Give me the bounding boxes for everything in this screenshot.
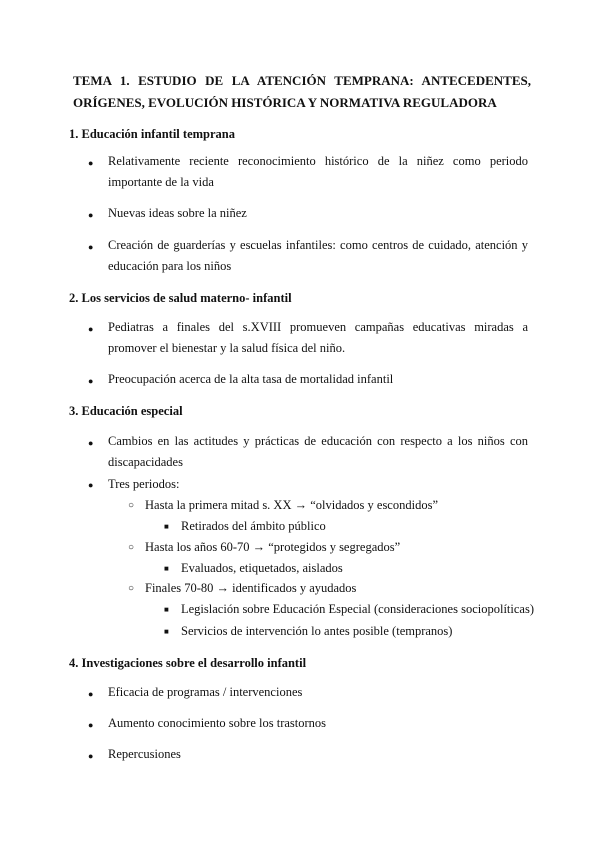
bullet-icon: ● — [88, 158, 94, 168]
section-4-bullet-3: Repercusiones — [108, 747, 181, 761]
period-2-item-1: Evaluados, etiquetados, aislados — [181, 561, 343, 575]
section-3-heading: 3. Educación especial — [69, 404, 183, 418]
section-4-heading: 4. Investigaciones sobre el desarrollo infantil — [69, 656, 307, 670]
section-2-bullet-1: Pediatras a finales del s.XVIII promueven campañas educativas miradas a promover el bienestar y la salud física del niño. — [108, 320, 528, 355]
period-1-item-1: Retirados del ámbito público — [181, 519, 326, 533]
bullet-icon: ● — [88, 376, 94, 386]
title-line-1: TEMA 1. ESTUDIO DE LA ATENCIÓN TEMPRANA: ANTECEDENTES, — [73, 73, 531, 88]
section-3-bullet-1: Cambios en las actitudes y prácticas de educación con respecto a los niños con discapacidades — [108, 434, 528, 469]
period-2-label: Hasta los años 60-70 → “protegidos y segregados” — [145, 540, 401, 554]
period-1-label: Hasta la primera mitad s. XX → “olvidados y escondidos” — [145, 498, 438, 512]
section-4-bullet-2: Aumento conocimiento sobre los trastornos — [108, 716, 327, 730]
bullet-icon: ● — [88, 751, 94, 761]
document-title — [73, 70, 531, 114]
section-4-bullet-1: Eficacia de programas / intervenciones — [108, 685, 303, 699]
circle-bullet-icon: ○ — [128, 542, 135, 553]
period-3-item-1: Legislación sobre Educación Especial (consideraciones sociopolíticas) — [181, 602, 534, 616]
section-1-bullet-1: Relativamente reciente reconocimiento histórico de la niñez como periodo importante de la vida — [108, 154, 528, 189]
square-bullet-icon: ■ — [164, 564, 169, 573]
bullet-icon: ● — [88, 720, 94, 730]
square-bullet-icon: ■ — [164, 522, 169, 531]
period-3-item-2: Servicios de intervención lo antes posible (tempranos) — [181, 624, 453, 638]
section-1-bullet-2: Nuevas ideas sobre la niñez — [108, 206, 247, 220]
section-2-heading: 2. Los servicios de salud materno- infantil — [69, 291, 292, 305]
period-3-label: Finales 70-80 → identificados y ayudados — [145, 581, 357, 595]
circle-bullet-icon: ○ — [128, 500, 135, 511]
square-bullet-icon: ■ — [164, 627, 169, 636]
bullet-icon: ● — [88, 480, 94, 490]
section-1-heading: 1. Educación infantil temprana — [69, 127, 235, 141]
square-bullet-icon: ■ — [164, 605, 169, 614]
title-line-2: ORÍGENES, EVOLUCIÓN HISTÓRICA Y NORMATIVA REGULADORA — [73, 95, 497, 110]
section-2-bullet-2: Preocupación acerca de la alta tasa de mortalidad infantil — [108, 372, 394, 386]
section-1-bullet-3: Creación de guarderías y escuelas infantiles: como centros de cuidado, atención y educación para los niños — [108, 238, 528, 273]
bullet-icon: ● — [88, 324, 94, 334]
bullet-icon: ● — [88, 242, 94, 252]
bullet-icon: ● — [88, 210, 94, 220]
circle-bullet-icon: ○ — [128, 583, 135, 594]
section-3-bullet-2: Tres periodos: — [108, 477, 180, 491]
bullet-icon: ● — [88, 689, 94, 699]
bullet-icon: ● — [88, 438, 94, 448]
